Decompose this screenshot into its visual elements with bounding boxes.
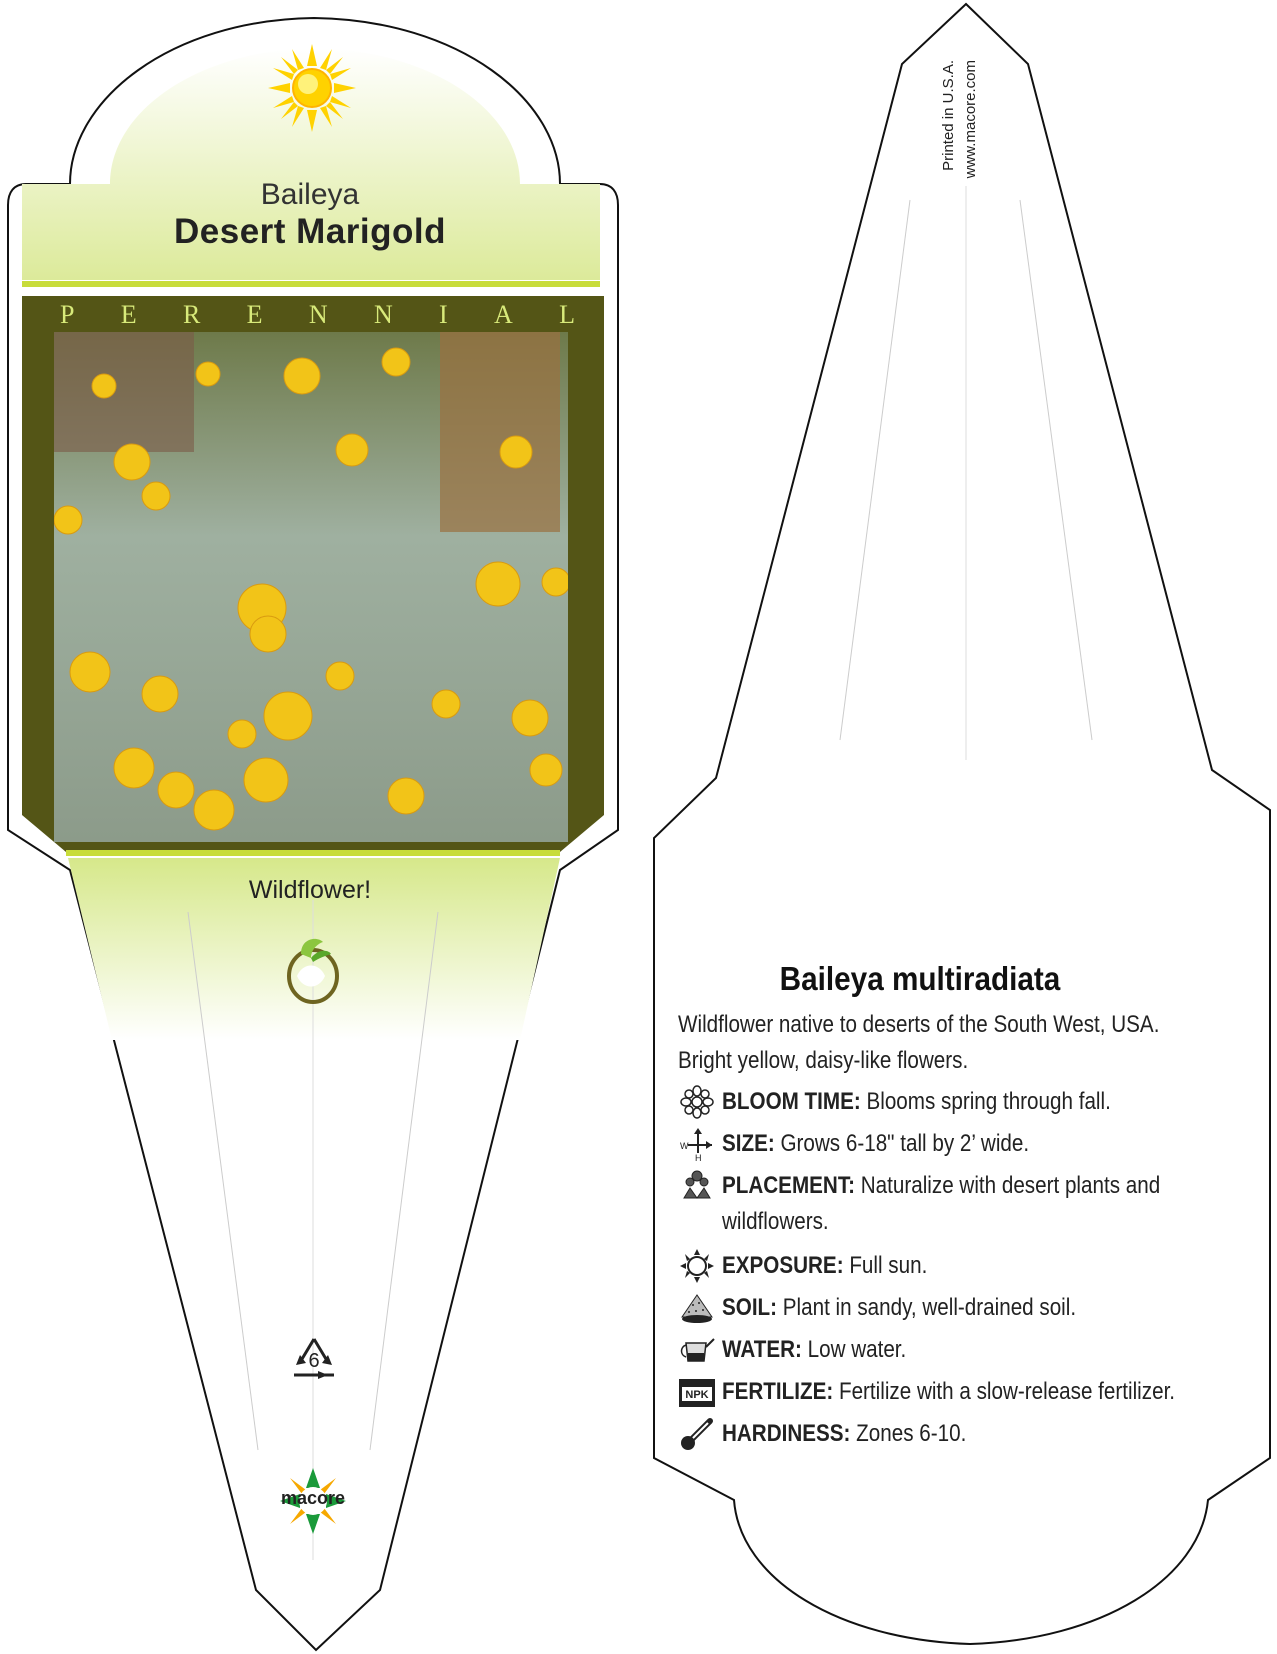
- brand-name: macore: [280, 1488, 346, 1508]
- care-label: EXPOSURE:: [722, 1252, 844, 1279]
- watering-can-icon: [678, 1333, 716, 1367]
- flower-icon: [678, 1085, 716, 1119]
- category-letter: I: [439, 300, 448, 329]
- care-text: Zones 6-10.: [850, 1420, 967, 1447]
- category-letter: E: [120, 300, 137, 329]
- printed-in-note: Printed in U.S.A.: [940, 60, 957, 171]
- care-label: SOIL:: [722, 1294, 778, 1321]
- category-letter: N: [373, 300, 393, 329]
- soil-icon: [678, 1291, 716, 1325]
- recycle-number: 6: [308, 1350, 320, 1372]
- care-text: Fertilize with a slow-release fertilizer.: [833, 1378, 1176, 1405]
- plant-genus: Baileya: [260, 178, 360, 211]
- plant-common-name: Desert Marigold: [174, 212, 446, 251]
- size-arrows-icon: [678, 1127, 716, 1161]
- care-text: Naturalize with desert plants and wildflowers.: [722, 1172, 1161, 1235]
- placement-icon: [678, 1168, 716, 1202]
- category-letter: L: [559, 300, 575, 329]
- plant-description: Wildflower native to deserts of the South West, USA. Bright yellow, daisy-like flowers.: [678, 1011, 1160, 1074]
- care-text: Low water.: [801, 1336, 907, 1363]
- category-letter: P: [60, 300, 75, 329]
- care-row-hardiness: [678, 1416, 1277, 1452]
- category-letter: E: [246, 300, 263, 329]
- category-letter: R: [182, 300, 201, 329]
- care-row-soil: [678, 1290, 1277, 1326]
- thermometer-icon: [678, 1417, 716, 1451]
- sun-icon: [678, 1249, 716, 1283]
- care-label: HARDINESS:: [722, 1420, 851, 1447]
- care-label: WATER:: [722, 1336, 802, 1363]
- size-w-label: W: [680, 1141, 689, 1151]
- category-letter: N: [308, 300, 328, 329]
- care-row-water: [678, 1332, 1277, 1368]
- botanical-name: Baileya multiradiata: [779, 960, 1061, 997]
- npk-badge-label: NPK: [685, 1389, 709, 1401]
- care-label: PLACEMENT:: [722, 1172, 856, 1199]
- care-row-placement: [678, 1168, 1277, 1240]
- care-row-exposure: [678, 1248, 1277, 1284]
- care-label: BLOOM TIME:: [722, 1088, 861, 1115]
- category-letter: A: [494, 300, 513, 329]
- care-text: Full sun.: [843, 1252, 928, 1279]
- care-row-fertilize: [678, 1374, 1277, 1410]
- care-row-size: [678, 1126, 1277, 1162]
- care-text: Plant in sandy, well-drained soil.: [777, 1294, 1077, 1321]
- care-label: FERTILIZE:: [722, 1378, 834, 1405]
- size-h-label: H: [695, 1153, 702, 1161]
- tagline: Wildflower!: [248, 876, 372, 904]
- care-text: Grows 6-18" tall by 2’ wide.: [774, 1130, 1030, 1157]
- care-label: SIZE:: [722, 1130, 775, 1157]
- care-row-bloom-time: [678, 1084, 1277, 1120]
- website-link[interactable]: www.macore.com: [962, 60, 979, 179]
- care-text: Blooms spring through fall.: [860, 1088, 1111, 1115]
- npk-icon: [678, 1375, 716, 1409]
